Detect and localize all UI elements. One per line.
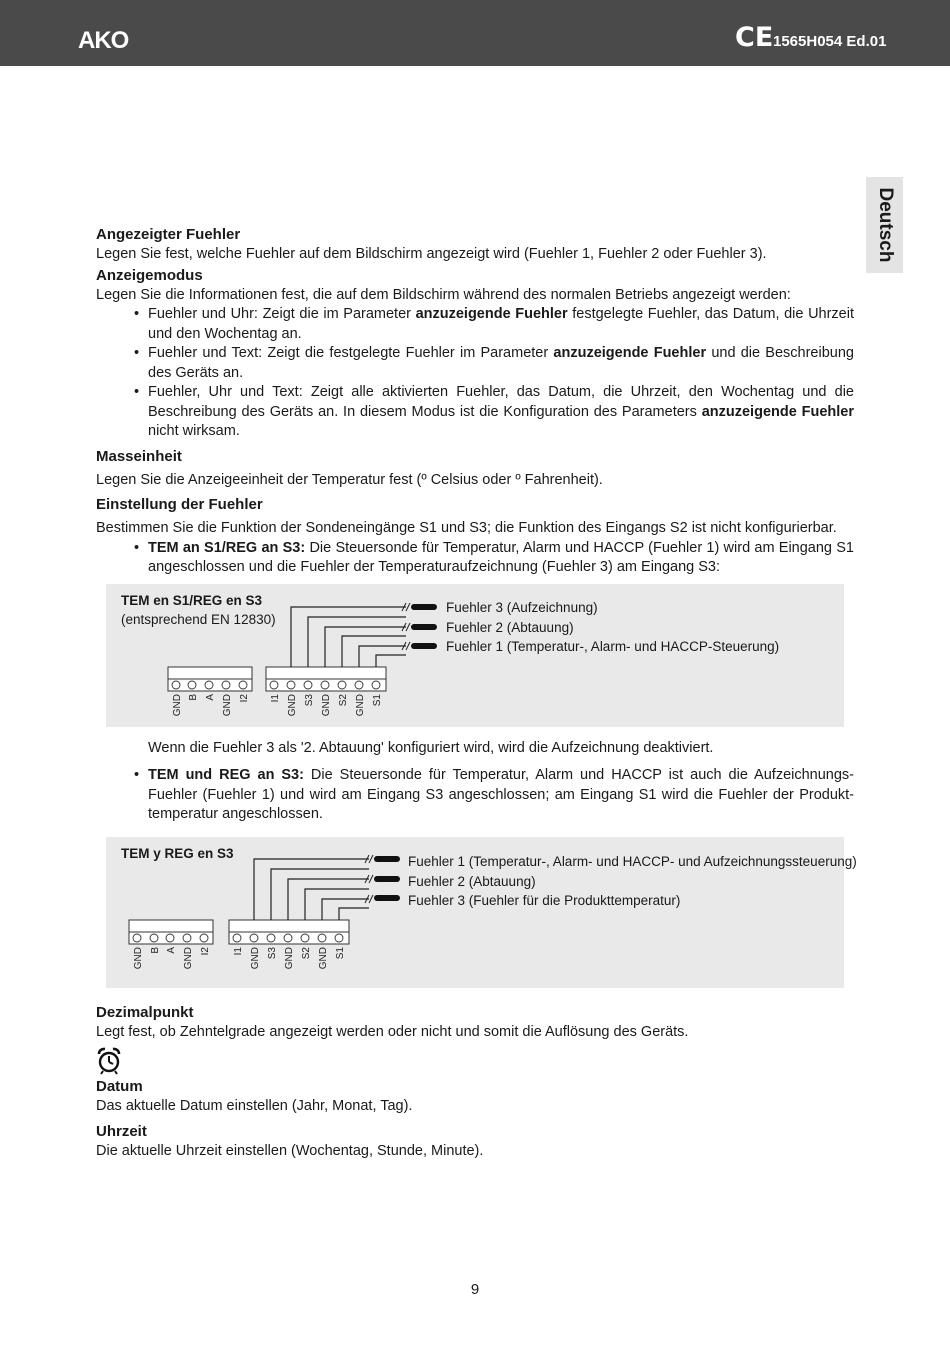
- heading-anzeigemodus: Anzeigemodus: [96, 266, 203, 284]
- ce-mark: CE: [735, 22, 774, 53]
- svg-text:GND: GND: [287, 693, 298, 716]
- text-datum: Das aktuelle Datum einstellen (Jahr, Monat, Tag).: [96, 1098, 413, 1114]
- svg-text:GND: GND: [355, 693, 366, 716]
- language-tab: [866, 177, 903, 273]
- document-reference: 1565H054 Ed.01: [773, 33, 887, 50]
- page-number: 9: [470, 1281, 480, 1298]
- wiring-diagram-1: [106, 584, 844, 727]
- svg-text:GND: GND: [172, 693, 183, 716]
- svg-text:S1: S1: [335, 946, 346, 959]
- probe-label: Fuehler 1 (Temperatur-, Alarm- und HACCP-Steuerung): [446, 638, 780, 654]
- text-angezeigter-fuehler: Legen Sie fest, welche Fuehler auf dem Bildschirm angezeigt wird (Fuehler 1, Fuehler 2 oder Fuehler 3).: [96, 246, 767, 262]
- text-anzeigemodus: Legen Sie die Informationen fest, die auf dem Bildschirm während des normalen Betriebs angezeigt werden:: [96, 286, 791, 303]
- alarm-clock-icon: [96, 1046, 854, 1076]
- heading-einstellung: Einstellung der Fuehler: [96, 496, 263, 513]
- svg-text:I2: I2: [239, 693, 250, 702]
- page-header: [0, 0, 950, 66]
- list-item: • TEM und REG an S3: Die Steuersonde für Temperatur, Alarm und HACCP ist auch die Aufzeichnungs-Fuehler (Fuehler 1) und wird am Eingang S3 angeschlossen; am Eingang S1 wird die Fuehler der Produkt-temperatur angeschlossen.: [96, 766, 854, 825]
- diagram-title: TEM en S1/REG en S3: [121, 592, 263, 608]
- list-item: • Fuehler, Uhr und Text: Zeigt alle aktivierten Fuehler, das Datum, die Uhrzeit, den Wochentag und die Beschreibung des Geräts an. In diesem Modus ist die Konfiguration des Parameters anzuzeigende Fuehler nicht wirksam.: [96, 383, 854, 442]
- probe-label: Fuehler 3 (Fuehler für die Produkttemperatur): [408, 892, 681, 908]
- anzeigemodus-list: [96, 305, 854, 442]
- probe-label: Fuehler 2 (Abtauung): [408, 873, 536, 889]
- text-masseinheit: Legen Sie die Anzeigeeinheit der Temperatur fest (º Celsius oder º Fahrenheit).: [96, 471, 603, 488]
- note-fuehler3: Wenn die Fuehler 3 als '2. Abtauung' konfiguriert wird, wird die Aufzeichnung deaktiviert.: [148, 739, 714, 756]
- heading-dezimalpunkt: Dezimalpunkt: [96, 1003, 194, 1021]
- svg-text:B: B: [188, 693, 199, 701]
- einstellung-list-2: [96, 766, 854, 825]
- svg-text:S3: S3: [304, 693, 315, 706]
- list-item: • Fuehler und Text: Zeigt die festgelegte Fuehler im Parameter anzuzeigende Fuehler und die Beschreibung des Geräts an.: [96, 344, 854, 383]
- svg-text:GND: GND: [321, 693, 332, 716]
- svg-text:GND: GND: [284, 946, 295, 969]
- svg-text:GND: GND: [222, 693, 233, 716]
- svg-text:I2: I2: [200, 946, 211, 955]
- probe-label: Fuehler 3 (Aufzeichnung): [446, 599, 598, 615]
- svg-text:I1: I1: [270, 693, 281, 702]
- svg-text:S2: S2: [301, 946, 312, 959]
- list-item: • TEM an S1/REG an S3: Die Steuersonde für Temperatur, Alarm und HACCP (Fuehler 1) wird am Eingang S1 angeschlossen und die Fuehler der Temperaturaufzeichnung (Fuehler 3) am Eingang S3:: [96, 539, 854, 578]
- svg-text:I1: I1: [233, 946, 244, 955]
- diagram-subtitle: (entsprechend EN 12830): [121, 611, 276, 627]
- svg-text:B: B: [150, 946, 161, 954]
- svg-text:GND: GND: [318, 946, 329, 969]
- ako-logo: AKO: [78, 27, 129, 54]
- heading-datum: Datum: [96, 1078, 143, 1095]
- heading-uhrzeit: Uhrzeit: [96, 1122, 147, 1140]
- probe-label: Fuehler 1 (Temperatur-, Alarm- und HACCP- und Aufzeichnungssteuerung): [408, 853, 857, 869]
- einstellung-list-1: [96, 539, 854, 578]
- svg-text:GND: GND: [133, 946, 144, 969]
- main-content: [96, 224, 857, 1161]
- svg-text:S3: S3: [267, 946, 278, 959]
- text-uhrzeit: Die aktuelle Uhrzeit einstellen (Wochentag, Stunde, Minute).: [96, 1142, 484, 1159]
- text-einstellung: Bestimmen Sie die Funktion der Sondeneingänge S1 und S3; die Funktion des Eingangs S2 ist nicht konfigurierbar.: [96, 520, 837, 536]
- heading-angezeigter-fuehler: Angezeigter Fuehler: [96, 226, 241, 243]
- text-dezimalpunkt: Legt fest, ob Zehntelgrade angezeigt werden oder nicht und somit die Auflösung des Geräts.: [96, 1023, 689, 1040]
- svg-text:A: A: [205, 693, 216, 701]
- language-label: Deutsch: [874, 187, 896, 263]
- probe-label: Fuehler 2 (Abtauung): [446, 619, 574, 635]
- diagram-title: TEM y REG en S3: [121, 845, 234, 861]
- heading-masseinheit: Masseinheit: [96, 447, 182, 465]
- svg-text:GND: GND: [250, 946, 261, 969]
- wiring-diagram-2: [106, 837, 857, 988]
- svg-text:S1: S1: [372, 693, 383, 706]
- list-item: • Fuehler und Uhr: Zeigt die im Parameter anzuzeigende Fuehler festgelegte Fuehler, das Datum, die Uhrzeit und den Wochentag an.: [96, 305, 854, 344]
- svg-text:S2: S2: [338, 693, 349, 706]
- svg-text:GND: GND: [183, 946, 194, 969]
- svg-text:A: A: [166, 946, 177, 954]
